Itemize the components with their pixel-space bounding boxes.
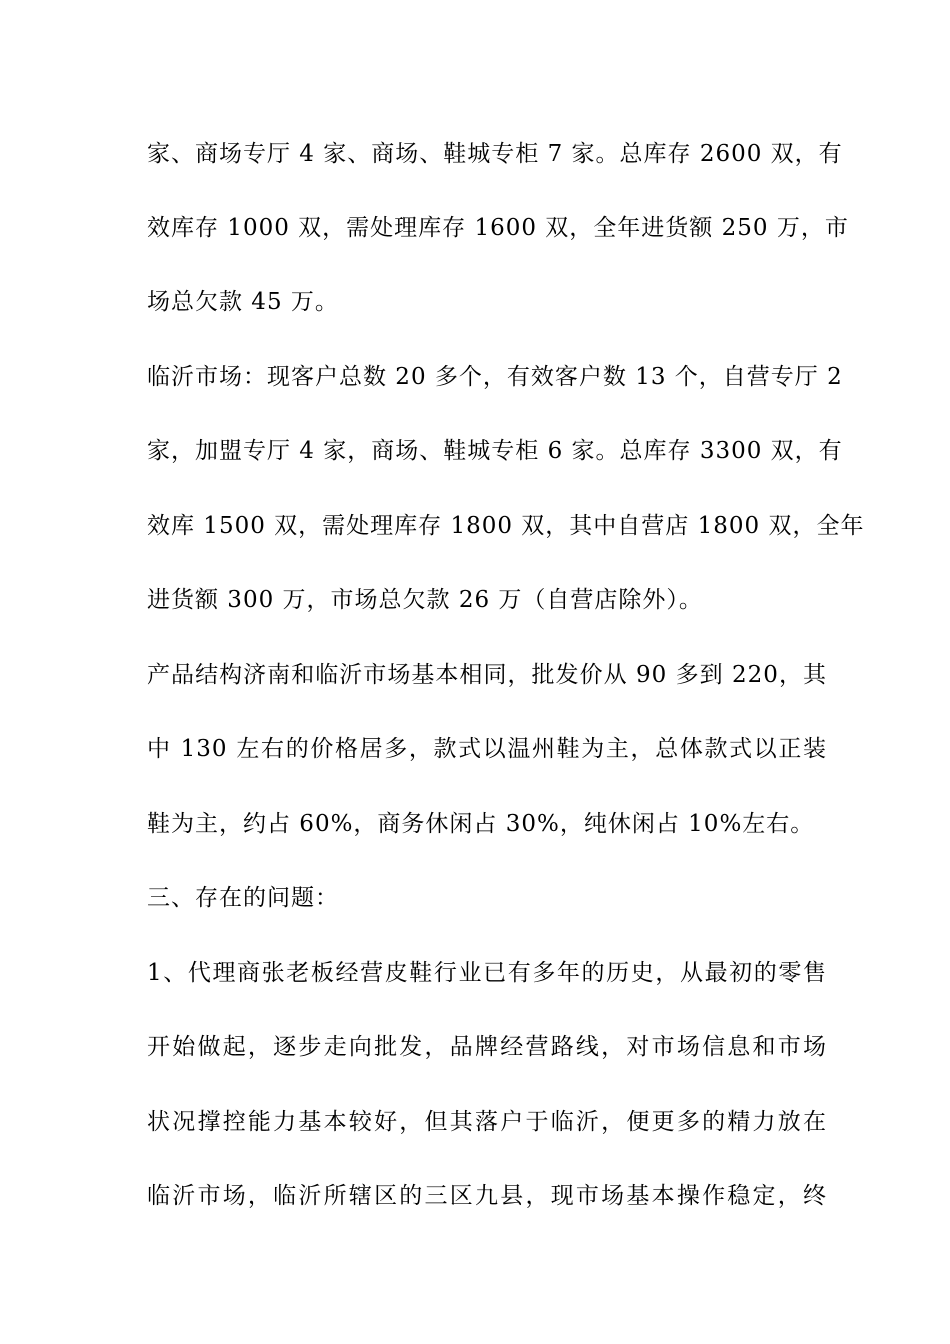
text-line: 家、商场专厅 4 家、商场、鞋城专柜 7 家。总库存 2600 双，有	[147, 141, 843, 167]
text-line: 场总欠款 45 万。	[147, 289, 339, 315]
text-line: 鞋为主，约占 60%，商务休闲占 30%，纯休闲占 10%左右。	[147, 811, 815, 837]
text-line: 效库 1500 双，需处理库存 1800 双，其中自营店 1800 双，全年	[147, 513, 865, 539]
text-line: 中 130 左右的价格居多，款式以温州鞋为主，总体款式以正装	[147, 736, 827, 762]
text-line: 1、代理商张老板经营皮鞋行业已有多年的历史，从最初的零售	[147, 960, 827, 986]
text-line: 临沂市场：现客户总数 20 多个，有效客户数 13 个，自营专厅 2	[147, 364, 843, 390]
section-heading: 三、存在的问题：	[147, 885, 339, 911]
text-line: 效库存 1000 双，需处理库存 1600 双，全年进货额 250 万，市	[147, 215, 849, 241]
text-line: 状况撑控能力基本较好，但其落户于临沂，便更多的精力放在	[147, 1109, 827, 1135]
text-line: 产品结构济南和临沂市场基本相同，批发价从 90 多到 220，其	[147, 662, 827, 688]
text-line: 开始做起，逐步走向批发，品牌经营路线，对市场信息和市场	[147, 1034, 827, 1060]
text-line: 进货额 300 万，市场总欠款 26 万（自营店除外）。	[147, 587, 703, 613]
text-line: 临沂市场，临沂所辖区的三区九县，现市场基本操作稳定，终	[147, 1183, 827, 1209]
text-line: 家，加盟专厅 4 家，商场、鞋城专柜 6 家。总库存 3300 双，有	[147, 438, 843, 464]
